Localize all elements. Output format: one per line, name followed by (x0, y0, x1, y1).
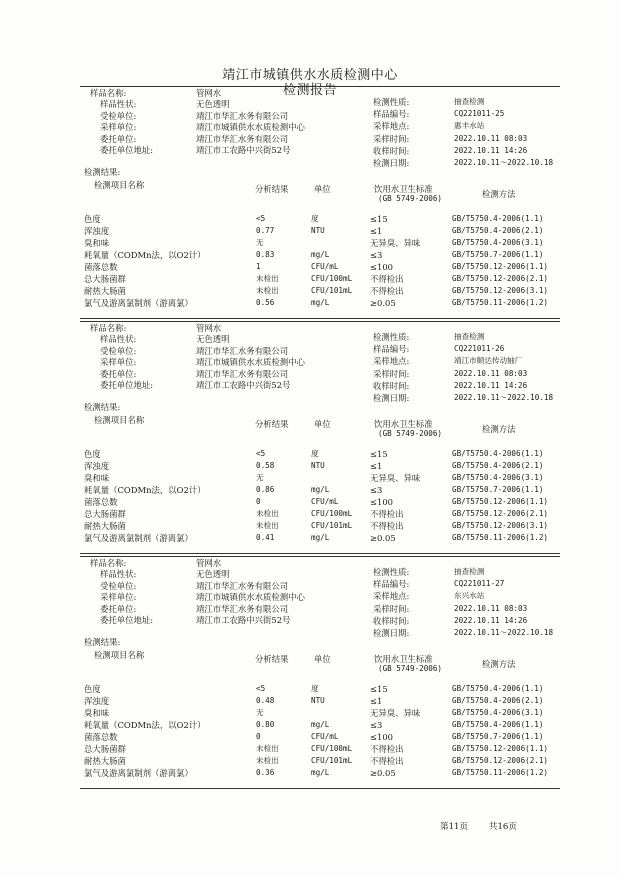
field-label-location: 采样地点: (373, 356, 410, 367)
field-value-commission: 靖江市华汇水务有限公司 (196, 133, 289, 144)
column-header-method: 检测方法 (482, 189, 516, 199)
result-unit: 度 (311, 214, 319, 223)
result-unit: CFU/101mL (311, 756, 353, 765)
result-standard: 无异臭、异味 (370, 708, 421, 718)
section-bottom-rule (80, 318, 560, 319)
field-label-client: 受检单位: (100, 580, 137, 591)
result-unit: NTU (311, 226, 325, 235)
field-value-address: 靖江市工农路中兴街52号 (196, 615, 291, 625)
result-item: 总大肠菌群 (84, 744, 126, 754)
field-value-nature: 抽查检测 (454, 567, 485, 576)
result-method: GB/T5750.12-2006(3.1) (452, 286, 549, 295)
field-value-sampler: 靖江市城镇供水水质检测中心 (196, 357, 305, 368)
result-item: 色度 (84, 449, 101, 459)
field-value-address: 靖江市工农路中兴街52号 (196, 145, 291, 155)
result-standard: ≥0.05 (370, 768, 396, 778)
result-method: GB/T5750.12-2006(1.1) (452, 744, 549, 753)
result-method: GB/T5750.11-2006(1.2) (452, 768, 549, 777)
result-standard: ≤3 (370, 720, 383, 730)
field-value-nature: 抽查检测 (454, 97, 485, 106)
field-value-sampler: 靖江市城镇供水水质检测中心 (196, 592, 305, 603)
result-value: 0 (256, 497, 261, 506)
result-value: 未检出 (256, 744, 279, 753)
field-label-number: 样品编号: (373, 344, 410, 355)
result-value: 0.48 (256, 696, 275, 705)
result-unit: CFU/mL (311, 732, 339, 741)
result-unit: CFU/100mL (311, 744, 353, 753)
column-header-unit: 单位 (314, 654, 331, 664)
result-value: <5 (256, 684, 266, 693)
result-standard: 不得检出 (370, 756, 404, 766)
field-label-commission: 委托单位: (100, 368, 137, 379)
field-value-test-date: 2022.10.11～2022.10.18 (454, 393, 554, 402)
field-label-number: 样品编号: (373, 579, 410, 590)
result-value: 0.41 (256, 533, 275, 542)
result-unit: CFU/100mL (311, 509, 353, 518)
result-method: GB/T5750.4-2006(2.1) (452, 696, 544, 705)
result-method: GB/T5750.4-2006(1.1) (452, 720, 544, 729)
result-value: 0.58 (256, 461, 275, 470)
page-footer (440, 820, 535, 832)
field-label-location: 采样地点: (373, 121, 410, 132)
section-top-rule (80, 556, 560, 557)
result-item: 氯气及游离氯制剂（游离氯） (84, 533, 193, 543)
result-method: GB/T5750.4-2006(1.1) (452, 214, 544, 223)
result-method: GB/T5750.11-2006(1.2) (452, 533, 549, 542)
result-item: 臭和味 (84, 708, 110, 718)
report-section (80, 556, 560, 788)
column-header-item: 检测项目名称 (94, 180, 145, 190)
result-method: GB/T5750.12-2006(2.1) (452, 756, 549, 765)
field-label-sample-time: 采样时间: (373, 368, 410, 379)
field-label-recv-time: 收样时间: (373, 380, 410, 391)
field-value-sample-name: 管网水 (196, 88, 222, 98)
result-method: GB/T5750.4-2006(1.1) (452, 449, 544, 458)
result-value: 0 (256, 732, 261, 741)
result-value: 无 (256, 238, 264, 247)
field-label-sampler: 采样单位: (100, 357, 137, 368)
result-standard: ≤15 (370, 214, 388, 224)
field-label-sample-prop: 样品性状: (100, 569, 137, 580)
field-label-sample-name: 样品名称: (90, 323, 127, 333)
field-value-commission: 靖江市华汇水务有限公司 (196, 603, 289, 614)
field-label-nature: 检测性质: (373, 567, 410, 577)
field-value-sampler: 靖江市城镇供水水质检测中心 (196, 122, 305, 133)
result-value: 0.83 (256, 250, 275, 259)
result-method: GB/T5750.12-2006(2.1) (452, 274, 549, 283)
result-item: 耗氧量（CODMn法，以O2计） (84, 720, 206, 730)
result-method: GB/T5750.12-2006(1.1) (452, 497, 549, 506)
field-value-client: 靖江市华汇水务有限公司 (196, 345, 289, 356)
field-value-test-date: 2022.10.11～2022.10.18 (454, 628, 554, 637)
result-method: GB/T5750.7-2006(1.1) (452, 732, 544, 741)
field-label-sample-time: 采样时间: (373, 603, 410, 614)
result-value: 1 (256, 262, 261, 271)
field-label-commission: 委托单位: (100, 603, 137, 614)
field-value-location: 靖江市顺达传动轴厂 (454, 356, 523, 366)
field-value-location: 东兴水站 (454, 591, 485, 601)
field-label-address: 委托单位地址: (100, 615, 154, 625)
field-label-sample-name: 样品名称: (90, 88, 127, 98)
result-standard: ≥0.05 (370, 533, 396, 543)
column-header-value: 分析结果 (255, 654, 289, 664)
report-title: 靖江市城镇供水水质检测中心 (222, 68, 398, 83)
result-unit: CFU/101mL (311, 286, 353, 295)
result-method: GB/T5750.7-2006(1.1) (452, 250, 544, 259)
result-standard: ≤1 (370, 461, 383, 471)
result-standard: ≤100 (370, 732, 394, 742)
field-value-sample-prop: 无色透明 (196, 334, 230, 345)
section-bottom-rule (80, 553, 560, 554)
section-top-rule (80, 321, 560, 322)
field-label-sample-prop: 样品性状: (100, 334, 137, 345)
column-header-standard-code: (GB 5749-2006) (378, 429, 443, 438)
result-unit: mg/L (311, 298, 330, 307)
result-value: 0.77 (256, 226, 275, 235)
field-label-sampler: 采样单位: (100, 592, 137, 603)
column-header-item: 检测项目名称 (94, 650, 145, 660)
result-unit: 度 (311, 449, 319, 458)
column-header-standard-code: (GB 5749-2006) (378, 194, 443, 203)
result-method: GB/T5750.7-2006(1.1) (452, 485, 544, 494)
field-value-recv-time: 2022.10.11 14:26 (454, 380, 528, 390)
column-header-method: 检测方法 (482, 659, 516, 669)
result-label: 检测结果: (84, 637, 121, 647)
result-item: 色度 (84, 214, 101, 224)
result-value: 未检出 (256, 521, 279, 530)
result-standard: 不得检出 (370, 286, 404, 296)
column-header-standard: 饮用水卫生标准 (374, 184, 433, 194)
field-value-client: 靖江市华汇水务有限公司 (196, 580, 289, 591)
result-standard: 不得检出 (370, 521, 404, 531)
field-label-sample-name: 样品名称: (90, 558, 127, 568)
field-value-commission: 靖江市华汇水务有限公司 (196, 368, 289, 379)
result-standard: 不得检出 (370, 744, 404, 754)
field-label-nature: 检测性质: (373, 97, 410, 107)
result-standard: ≤15 (370, 684, 388, 694)
section-top-rule (80, 86, 560, 87)
column-header-method: 检测方法 (482, 424, 516, 434)
result-value: <5 (256, 449, 266, 458)
field-value-sample-name: 管网水 (196, 558, 222, 568)
result-value: 未检出 (256, 274, 279, 283)
result-value: 0.86 (256, 485, 275, 494)
field-label-location: 采样地点: (373, 591, 410, 602)
column-header-value: 分析结果 (255, 184, 289, 194)
column-header-unit: 单位 (314, 419, 331, 429)
column-header-value: 分析结果 (255, 419, 289, 429)
result-item: 耗氧量（CODMn法，以O2计） (84, 250, 206, 260)
result-value: 无 (256, 473, 264, 482)
result-standard: ≤100 (370, 262, 394, 272)
field-value-client: 靖江市华汇水务有限公司 (196, 110, 289, 121)
field-label-sampler: 采样单位: (100, 122, 137, 133)
report-subtitle: 检测报告 (282, 83, 337, 98)
result-item: 氯气及游离氯制剂（游离氯） (84, 298, 193, 308)
field-value-sample-time: 2022.10.11 08:03 (454, 603, 528, 613)
result-item: 菌落总数 (84, 732, 118, 742)
result-unit: mg/L (311, 768, 330, 777)
field-value-address: 靖江市工农路中兴街52号 (196, 380, 291, 390)
field-value-test-date: 2022.10.11～2022.10.18 (454, 158, 554, 167)
result-method: GB/T5750.4-2006(3.1) (452, 238, 544, 247)
field-label-client: 受检单位: (100, 110, 137, 121)
result-standard: ≥0.05 (370, 298, 396, 308)
column-header-standard: 饮用水卫生标准 (374, 654, 433, 664)
result-method: GB/T5750.12-2006(1.1) (452, 262, 549, 271)
field-value-sample-time: 2022.10.11 08:03 (454, 368, 528, 378)
report-section (80, 321, 560, 553)
column-header-unit: 单位 (314, 184, 331, 194)
field-label-recv-time: 收样时间: (373, 145, 410, 156)
field-label-nature: 检测性质: (373, 332, 410, 342)
result-unit: mg/L (311, 250, 330, 259)
field-value-number: CQ221011-25 (454, 109, 505, 119)
result-standard: ≤1 (370, 226, 383, 236)
result-method: GB/T5750.4-2006(2.1) (452, 226, 544, 235)
result-label: 检测结果: (84, 167, 121, 177)
result-standard: 无异臭、异味 (370, 238, 421, 248)
column-header-standard: 饮用水卫生标准 (374, 419, 433, 429)
page-total: 共16页 (488, 822, 517, 832)
result-value: <5 (256, 214, 266, 223)
result-unit: NTU (311, 696, 325, 705)
field-value-sample-prop: 无色透明 (196, 99, 230, 110)
report-section (80, 86, 560, 318)
result-unit: CFU/mL (311, 497, 339, 506)
result-method: GB/T5750.11-2006(1.2) (452, 298, 549, 307)
result-standard: ≤1 (370, 696, 383, 706)
field-value-number: CQ221011-27 (454, 579, 505, 589)
field-label-sample-time: 采样时间: (373, 133, 410, 144)
field-label-client: 受检单位: (100, 345, 137, 356)
field-label-sample-prop: 样品性状: (100, 99, 137, 110)
field-value-sample-name: 管网水 (196, 323, 222, 333)
column-header-standard-code: (GB 5749-2006) (378, 664, 443, 673)
result-label: 检测结果: (84, 402, 121, 412)
field-label-address: 委托单位地址: (100, 380, 154, 390)
field-value-nature: 抽查检测 (454, 332, 485, 341)
result-item: 菌落总数 (84, 497, 118, 507)
result-item: 耐热大肠菌 (84, 521, 126, 531)
result-standard: ≤100 (370, 497, 394, 507)
result-item: 臭和味 (84, 238, 110, 248)
result-unit: mg/L (311, 485, 330, 494)
field-label-test-date: 检测日期: (373, 393, 410, 403)
result-value: 0.80 (256, 720, 275, 729)
result-unit: CFU/mL (311, 262, 339, 271)
result-item: 浑浊度 (84, 696, 110, 706)
field-label-recv-time: 收样时间: (373, 615, 410, 626)
result-item: 总大肠菌群 (84, 274, 126, 284)
field-label-test-date: 检测日期: (373, 158, 410, 168)
result-item: 臭和味 (84, 473, 110, 483)
result-method: GB/T5750.4-2006(2.1) (452, 461, 544, 470)
field-value-location: 惠丰水站 (454, 121, 485, 131)
result-item: 浑浊度 (84, 226, 110, 236)
result-standard: 无异臭、异味 (370, 473, 421, 483)
result-item: 耐热大肠菌 (84, 286, 126, 296)
result-item: 菌落总数 (84, 262, 118, 272)
page-number: 第11页 (440, 822, 469, 832)
result-value: 未检出 (256, 509, 279, 518)
result-unit: 度 (311, 684, 319, 693)
result-item: 耗氧量（CODMn法，以O2计） (84, 485, 206, 495)
column-header-item: 检测项目名称 (94, 415, 145, 425)
field-value-recv-time: 2022.10.11 14:26 (454, 615, 528, 625)
result-unit: mg/L (311, 533, 330, 542)
result-method: GB/T5750.4-2006(1.1) (452, 684, 544, 693)
field-label-number: 样品编号: (373, 109, 410, 120)
result-unit: mg/L (311, 720, 330, 729)
result-value: 未检出 (256, 756, 279, 765)
result-unit: CFU/101mL (311, 521, 353, 530)
result-method: GB/T5750.4-2006(3.1) (452, 708, 544, 717)
result-standard: ≤15 (370, 449, 388, 459)
result-standard: 不得检出 (370, 274, 404, 284)
result-unit: NTU (311, 461, 325, 470)
result-standard: ≤3 (370, 485, 383, 495)
field-label-address: 委托单位地址: (100, 145, 154, 155)
result-value: 无 (256, 708, 264, 717)
result-item: 总大肠菌群 (84, 509, 126, 519)
field-value-number: CQ221011-26 (454, 344, 505, 354)
result-item: 氯气及游离氯制剂（游离氯） (84, 768, 193, 778)
field-value-sample-time: 2022.10.11 08:03 (454, 133, 528, 143)
result-standard: 不得检出 (370, 509, 404, 519)
result-method: GB/T5750.12-2006(2.1) (452, 509, 549, 518)
result-method: GB/T5750.4-2006(3.1) (452, 473, 544, 482)
field-value-recv-time: 2022.10.11 14:26 (454, 145, 528, 155)
result-value: 0.36 (256, 768, 275, 777)
field-value-sample-prop: 无色透明 (196, 569, 230, 580)
result-unit: CFU/100mL (311, 274, 353, 283)
result-item: 色度 (84, 684, 101, 694)
section-bottom-rule (80, 788, 560, 789)
result-standard: ≤3 (370, 250, 383, 260)
field-label-test-date: 检测日期: (373, 628, 410, 638)
result-value: 未检出 (256, 286, 279, 295)
field-label-commission: 委托单位: (100, 133, 137, 144)
result-method: GB/T5750.12-2006(3.1) (452, 521, 549, 530)
result-item: 浑浊度 (84, 461, 110, 471)
result-value: 0.56 (256, 298, 275, 307)
result-item: 耐热大肠菌 (84, 756, 126, 766)
